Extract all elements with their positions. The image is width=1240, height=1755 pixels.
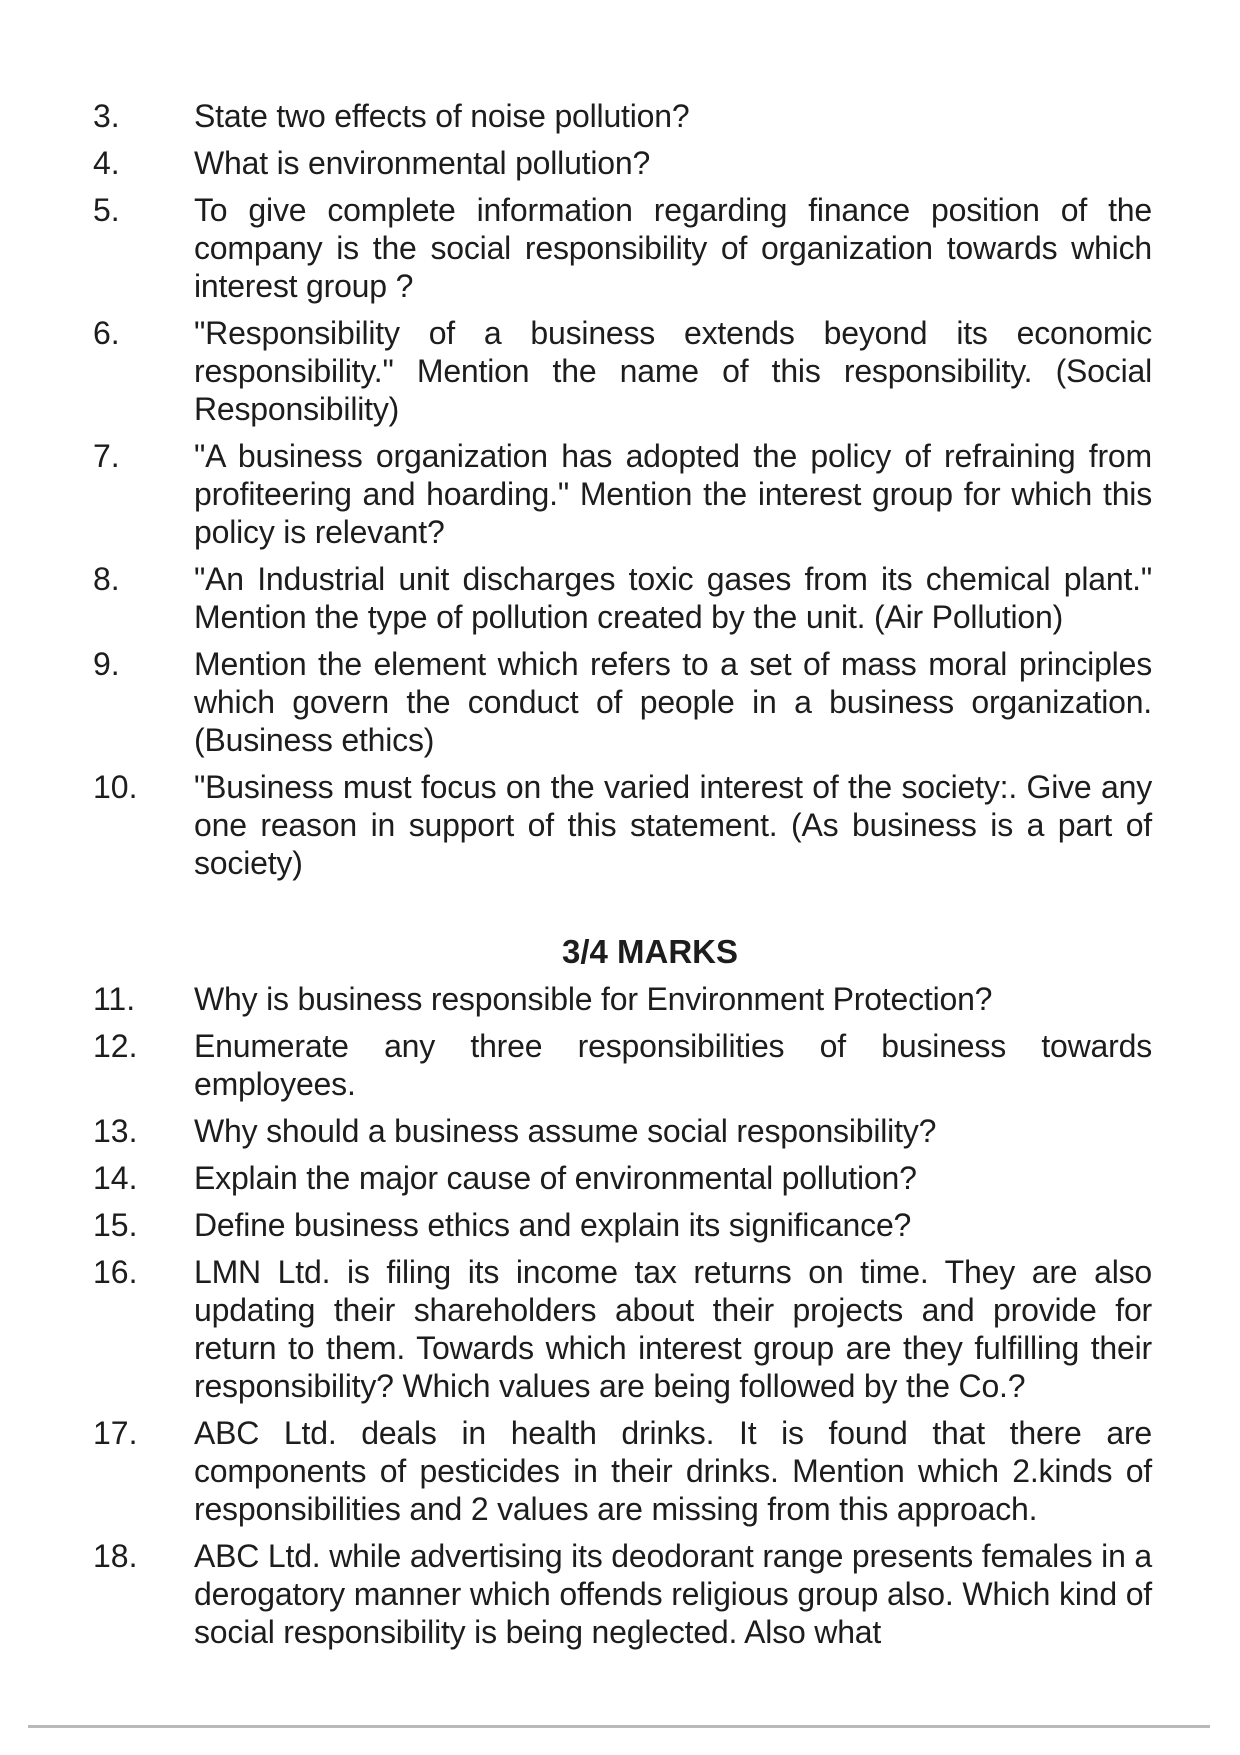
question-number: 9. [93, 646, 120, 682]
question-text: LMN Ltd. is filing its income tax returns on time. They are also updating their shareholders about their projects and provide for return to them. Towards which interest group are they fulfilling their responsibility? Which values are being followed by the Co.? [194, 1254, 1152, 1404]
question-text: "Business must focus on the varied interest of the society:. Give any one reason in support of this statement. (As business is a part of society) [194, 769, 1152, 881]
question-text: What is environmental pollution? [194, 145, 651, 181]
question-item [0, 437, 1240, 551]
question-text: ABC Ltd. deals in health drinks. It is found that there are components of pesticides in their drinks. Mention which 2.kinds of responsibilities and 2 values are missing from this approach. [194, 1415, 1152, 1527]
question-item [0, 1206, 1240, 1244]
question-item [0, 980, 1240, 1018]
question-text: Explain the major cause of environmental pollution? [194, 1160, 917, 1196]
question-item [0, 645, 1240, 759]
question-text: Mention the element which refers to a set of mass moral principles which govern the conduct of people in a business organization. (Business ethics) [194, 646, 1152, 758]
question-text: To give complete information regarding finance position of the company is the social responsibility of organization towards which interest group ? [194, 192, 1152, 304]
question-number: 10. [93, 769, 138, 805]
question-item [0, 1112, 1240, 1150]
question-number: 4. [93, 145, 120, 181]
question-number: 17. [93, 1415, 138, 1451]
question-item [0, 560, 1240, 636]
question-text: Enumerate any three responsibilities of business towards employees. [194, 1028, 1152, 1102]
question-list [0, 97, 1240, 1660]
question-item [0, 97, 1240, 135]
question-item [0, 144, 1240, 182]
section-heading: 3/4 MARKS [561, 933, 739, 970]
question-number: 12. [93, 1028, 138, 1064]
question-number: 14. [93, 1160, 138, 1196]
question-item [0, 768, 1240, 882]
question-number: 18. [93, 1538, 138, 1574]
question-text: "A business organization has adopted the policy of refraining from profiteering and hoarding." Mention the interest group for which this policy is relevant? [194, 438, 1152, 550]
question-number: 7. [93, 438, 120, 474]
question-text: Why is business responsible for Environment Protection? [194, 981, 993, 1017]
question-number: 6. [93, 315, 120, 351]
question-number: 16. [93, 1254, 138, 1290]
question-number: 11. [93, 981, 136, 1017]
question-text: Define business ethics and explain its significance? [194, 1207, 912, 1243]
question-number: 5. [93, 192, 120, 228]
question-text: Why should a business assume social responsibility? [194, 1113, 937, 1149]
question-item [0, 1027, 1240, 1103]
question-item [0, 1159, 1240, 1197]
question-item [0, 191, 1240, 305]
question-text: "Responsibility of a business extends beyond its economic responsibility." Mention the name of this responsibility. (Social Responsibility) [194, 315, 1152, 427]
question-number: 13. [93, 1113, 138, 1149]
question-number: 15. [93, 1207, 138, 1243]
question-item [0, 1414, 1240, 1528]
question-text: ABC Ltd. while advertising its deodorant range presents females in a derogatory manner which offends religious group also. Which kind of social responsibility is being neglected. Also what [194, 1538, 1152, 1650]
question-text: "An Industrial unit discharges toxic gases from its chemical plant." Mention the type of pollution created by the unit. (Air Pollution) [194, 561, 1152, 635]
question-text: State two effects of noise pollution? [194, 98, 690, 134]
question-item [0, 1253, 1240, 1405]
question-item [0, 1537, 1240, 1651]
question-item [0, 314, 1240, 428]
page-cutoff [0, 1728, 1240, 1755]
question-number: 8. [93, 561, 120, 597]
question-number: 3. [93, 98, 120, 134]
